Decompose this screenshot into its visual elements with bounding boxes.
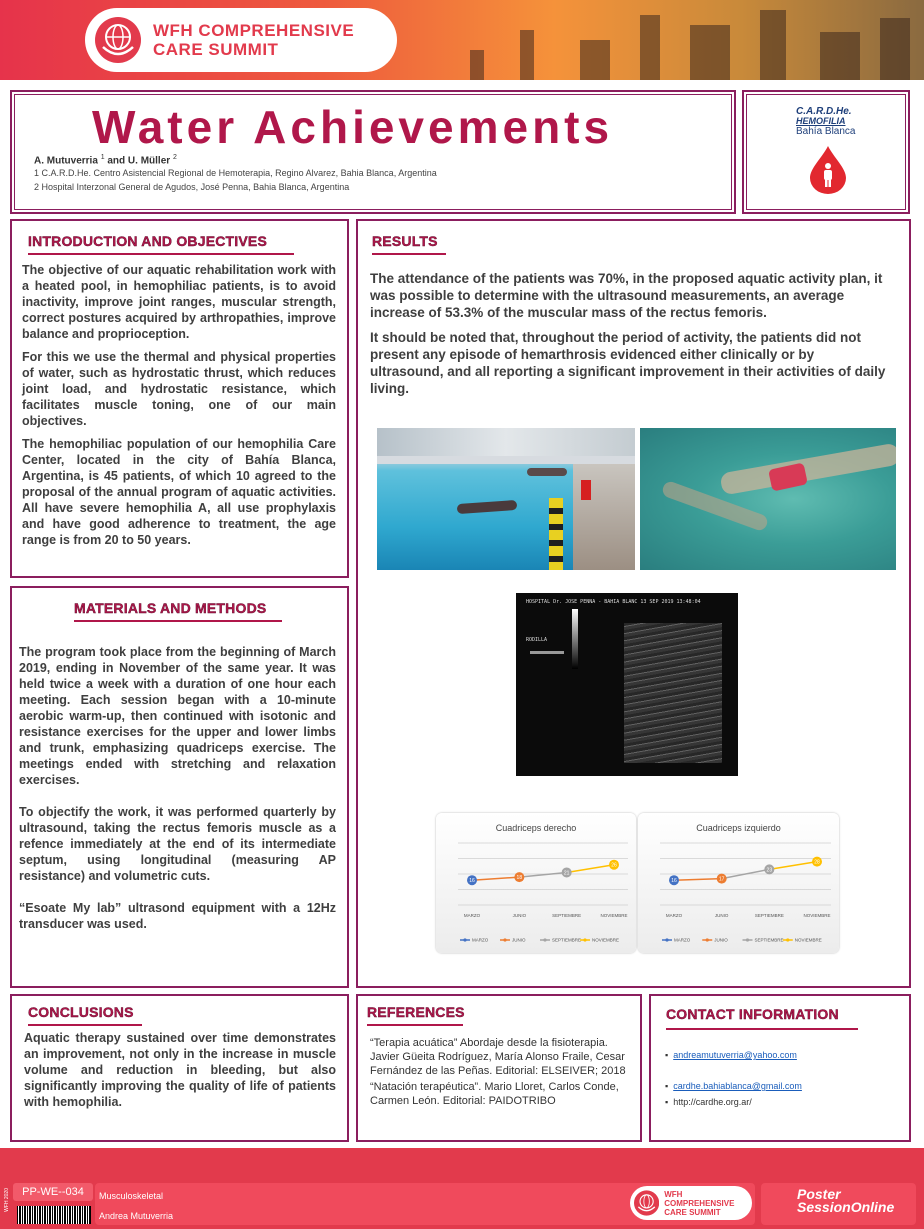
methods-body <box>19 644 336 939</box>
poster-title: Water Achievements <box>92 101 614 153</box>
author-2-sup: 2 <box>172 154 177 161</box>
footer-side-label: WFH 2020 <box>4 1188 10 1212</box>
affiliation-2: 2 Hospital Interzonal General de Agudos, José Penna, Bahia Blanca, Argentina <box>34 182 350 192</box>
intro-paragraph-3: The hemophiliac population of our hemophilia Care Center, located in the city of Bahía Blanca, Argentina, is 45 patients, of which 10 agreed to the proposal of the annual program of aquatic activities. All have severe hemophilia A, all use prophylaxis and have good adherence to treatment, the age range is from 20 to 50 years. <box>22 437 336 547</box>
footer-logo-line1: WFH COMPREHENSIVE <box>664 1189 735 1208</box>
footer-globe-icon <box>634 1190 659 1216</box>
chart-tick-label: SEPTIEMBRE <box>552 913 582 918</box>
references-body <box>370 1036 632 1108</box>
summit-logo-line2: CARE SUMMIT <box>153 40 279 59</box>
footer-author: Andrea Mutuverria <box>99 1211 174 1221</box>
globe-hands-icon <box>95 17 141 63</box>
chart-legend-marker <box>706 938 709 941</box>
footer-strip <box>0 1148 924 1177</box>
chart-data-label: 26 <box>611 862 617 869</box>
chart-right-quadriceps <box>436 813 636 953</box>
skyline-building <box>520 30 534 80</box>
conclusions-heading-underline <box>28 1024 142 1026</box>
footer-category: Musculoskeletal <box>99 1191 164 1201</box>
chart-legend-label: SEPTIEMBRE <box>754 937 784 943</box>
barcode <box>17 1206 91 1224</box>
reference-2: “Natación terapéutica”. Mario Lloret, Carlos Conde, Carmen León. Editorial: PAIDOTRIBO <box>370 1081 619 1107</box>
chart-tick-label: MARZO <box>665 913 683 918</box>
results-body <box>370 270 890 404</box>
summit-logo-text <box>153 21 354 59</box>
results-heading: RESULTS <box>372 233 438 249</box>
chart-left-svg <box>638 813 839 953</box>
ultrasound-header-text: HOSPITAL Dr. JOSE PENNA - BAHIA BLANC 13 SEP 2019 13:48:04 <box>526 599 701 605</box>
intro-heading-underline <box>28 253 294 255</box>
contact-email-2-link[interactable]: cardhe.bahiablanca@gmail.com <box>673 1081 802 1091</box>
contact-heading: CONTACT INFORMATION <box>666 1006 839 1022</box>
chart-legend-label: NOVIEMBRE <box>592 937 620 943</box>
title-panel <box>10 90 736 214</box>
intro-panel <box>10 219 349 578</box>
chart-tick-label: NOVIEMBRE <box>803 913 831 918</box>
chart-right-svg <box>436 813 636 953</box>
methods-heading-underline <box>74 620 282 622</box>
chart-tick-label: JUNIO <box>512 913 527 918</box>
summit-logo-line1: WFH COMPREHENSIVE <box>153 21 355 40</box>
author-2: and U. Müller <box>107 155 171 167</box>
chart-legend-label: JUNIO <box>714 937 728 943</box>
summit-logo <box>85 8 397 72</box>
references-panel <box>356 994 642 1142</box>
chart-data-label: 16 <box>671 878 677 885</box>
methods-paragraph-2: To objectify the work, it was performed quarterly by ultrasound, taking the rectus femoris muscle as a refence immediately at the end of its intermediate septum, using longitudinal (measuring AP resistance) and volumetric cuts. <box>19 805 336 883</box>
results-panel <box>356 219 911 988</box>
contact-email-1-row: ▪ andreamutuverria@yahoo.com <box>665 1050 797 1060</box>
skyline-building <box>470 50 484 80</box>
methods-panel <box>10 586 349 988</box>
org-logo-panel <box>742 90 910 214</box>
org-logo-line1: C.A.R.D.He. <box>796 106 852 117</box>
footer-logo-line2: CARE SUMMIT <box>664 1207 721 1217</box>
author-1-sup: 1 <box>100 154 105 161</box>
contact-web[interactable]: http://cardhe.org.ar/ <box>673 1097 752 1107</box>
results-paragraph-1: The attendance of the patients was 70%, in the proposed aquatic activity plan, it was possible to determine with the ultrasound measurements, an average increase of 53.3% of the muscular mass of the rectus femoris. <box>370 271 883 320</box>
intro-heading: INTRODUCTION AND OBJECTIVES <box>28 233 268 249</box>
chart-legend-label: MARZO <box>472 937 489 943</box>
footer-summit-logo <box>630 1186 752 1220</box>
chart-series-segment <box>769 862 817 870</box>
chart-legend-marker <box>583 938 586 941</box>
reference-1: “Terapia acuática” Abordaje desde la fisioterapia. Javier Güeita Rodríguez, María Alonso Fraile, Cesar Fernández de las Peñas. Editorial: ELSEIVER; 2018 <box>370 1037 626 1077</box>
results-paragraph-2: It should be noted that, throughout the period of activity, the patients did not present any episode of hemarthrosis evidenced either clinically or by ultrasound, and all reporting a significant improvement in their activities of daily living. <box>370 330 886 396</box>
chart-legend-label: NOVIEMBRE <box>794 937 822 943</box>
pso-line2: SessionOnline <box>797 1199 895 1215</box>
chart-data-label: 28 <box>814 859 820 866</box>
skyline-building <box>760 10 786 80</box>
results-heading-underline <box>372 253 446 255</box>
skyline-building <box>690 25 730 80</box>
skyline-building <box>880 18 910 80</box>
chart-data-label: 23 <box>766 867 773 874</box>
intro-paragraph-1: The objective of our aquatic rehabilitation work with a heated pool, in hemophiliac patients, is to avoid inactivity, improve joint ranges, muscular strength, correct postures acquired by arthropathies, improve balance and proprioception. <box>22 263 336 341</box>
chart-legend-label: JUNIO <box>512 937 526 943</box>
chart-tick-label: SEPTIEMBRE <box>754 913 784 918</box>
contact-heading-underline <box>666 1028 858 1030</box>
skyline-building <box>820 32 860 80</box>
chart-tick-label: JUNIO <box>714 913 729 918</box>
chart-data-label: 17 <box>718 876 725 883</box>
references-heading-underline <box>367 1024 463 1026</box>
ultrasound-image <box>516 593 738 776</box>
chart-data-label: 18 <box>516 875 523 882</box>
chart-data-label: 16 <box>469 878 475 885</box>
underwater-photo <box>640 428 896 570</box>
contact-panel <box>649 994 911 1142</box>
chart-legend-marker <box>746 938 749 941</box>
affiliation-1: 1 C.A.R.D.He. Centro Asistencial Regional de Hemoterapia, Regino Alvarez, Bahia Blanca, Argentina <box>34 168 437 178</box>
skyline-building <box>580 40 610 80</box>
chart-legend-marker <box>463 938 466 941</box>
chart-legend-marker <box>786 938 789 941</box>
org-logo-line3: Bahía Blanca <box>796 126 856 137</box>
poster-session-online-logo[interactable] <box>761 1183 916 1225</box>
pool-photo <box>377 428 635 570</box>
chart-title: Cuadriceps derecho <box>495 823 577 833</box>
pso-line1: Poster <box>797 1186 841 1202</box>
chart-legend-marker <box>665 938 668 941</box>
author-1: A. Mutuverria <box>34 155 98 167</box>
contact-web-row: ▪ http://cardhe.org.ar/ <box>665 1097 752 1107</box>
chart-series-segment <box>567 865 614 873</box>
chart-series-segment <box>519 872 566 877</box>
references-heading: REFERENCES <box>367 1004 465 1020</box>
chart-data-label: 21 <box>563 870 570 877</box>
intro-body <box>22 262 336 555</box>
poster-code: PP-WE--034 <box>13 1183 93 1201</box>
chart-legend-marker <box>543 938 546 941</box>
ultrasound-label: RODILLA <box>526 637 548 643</box>
chart-legend-marker <box>503 938 506 941</box>
chart-left-quadriceps <box>638 813 839 953</box>
authors-line <box>34 154 177 166</box>
intro-paragraph-2: For this we use the thermal and physical properties of water, such as hydrostatic thrust, which reduces joint load, and hydrostatic resistance, which facilitates muscle toning, one of our main objectives. <box>22 350 336 428</box>
chart-tick-label: NOVIEMBRE <box>600 913 628 918</box>
methods-heading: MATERIALS AND METHODS <box>74 600 267 616</box>
chart-legend-label: MARZO <box>674 937 691 943</box>
chart-series-segment <box>472 877 519 880</box>
contact-email-2-row: ▪ cardhe.bahiablanca@gmail.com <box>665 1081 802 1091</box>
conclusions-body: Aquatic therapy sustained over time demonstrates an improvement, not only in the increase in muscle volume and reduction in bleeding, but also significantly improving the quality of life of patients with hemophilia. <box>24 1031 336 1109</box>
chart-legend-label: SEPTIEMBRE <box>552 937 582 943</box>
blood-drop-icon <box>808 144 848 194</box>
skyline-building <box>640 15 660 80</box>
chart-tick-label: MARZO <box>463 913 481 918</box>
methods-paragraph-1: The program took place from the beginning of March 2019, ending in November of the same year. It was held twice a week with a duration of one hour each meeting. Each session began with a 10-minute aerobic warm-up, then continued with isotonic and resistance exercises for the upper and lower limbs and trunk, emphasizing quadriceps exercise. The meetings ended with stretching and relaxation exercises. <box>19 645 336 787</box>
contact-email-1-link[interactable]: andreamutuverria@yahoo.com <box>673 1050 797 1060</box>
methods-paragraph-3: “Esoate My lab” ultrasond equipment with a 12Hz transducer was used. <box>19 901 336 931</box>
org-logo-line2: HEMOFILIA <box>796 116 846 126</box>
footer-summit-logo-text <box>664 1190 752 1217</box>
conclusions-heading: CONCLUSIONS <box>28 1004 134 1020</box>
chart-title: Cuadriceps izquierdo <box>696 823 781 833</box>
conclusions-panel <box>10 994 349 1142</box>
chart-series-segment <box>674 879 722 881</box>
